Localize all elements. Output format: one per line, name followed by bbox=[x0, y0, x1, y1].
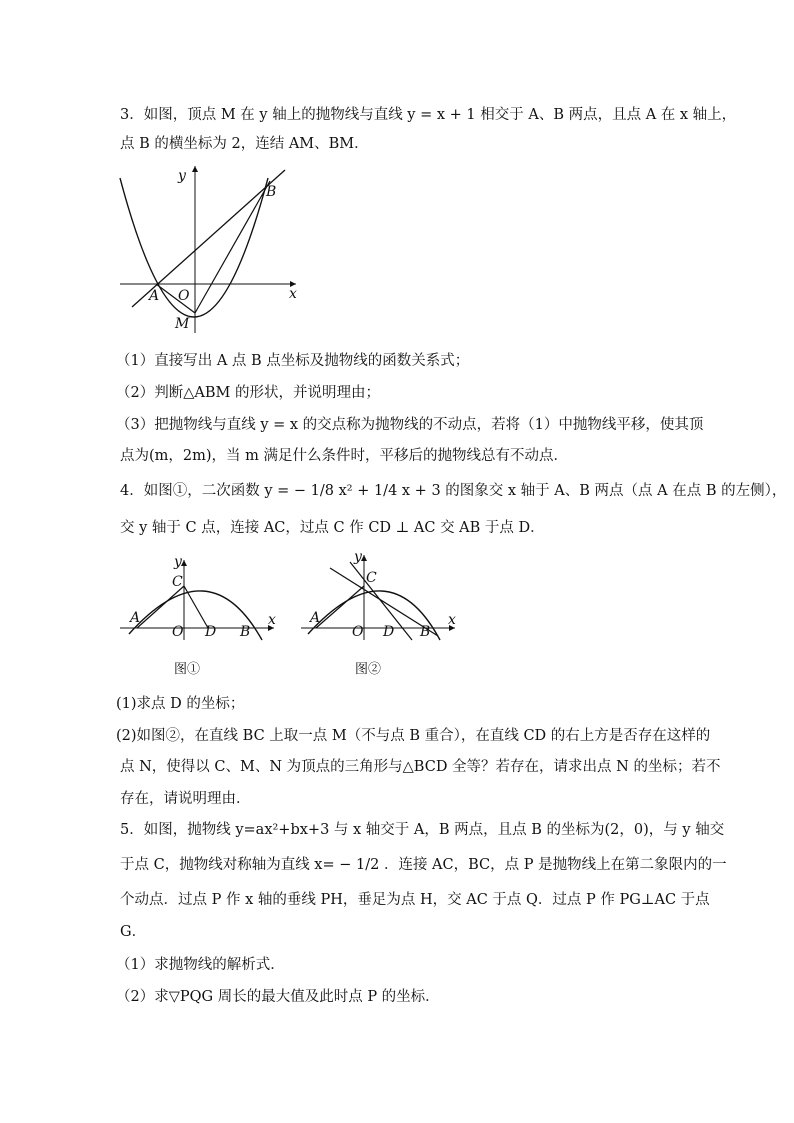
q4f1-label-a: A bbox=[130, 610, 141, 626]
q4f2-label-x: x bbox=[448, 612, 456, 628]
q4f2-label-b: B bbox=[420, 624, 431, 640]
q3-label-b: B bbox=[266, 184, 277, 200]
q4f1-label-x: x bbox=[268, 612, 276, 628]
q4f1-segment-cd bbox=[184, 586, 208, 628]
q3-label-o: O bbox=[178, 288, 190, 304]
q5-stem-line1: 5．如图，抛物线 y=ax²+bx+3 与 x 轴交于 A，B 两点，且点 B 的坐标为(2，0)，与 y 轴交 bbox=[120, 822, 725, 838]
q3-label-x: x bbox=[289, 286, 297, 302]
q4-part2-line2: 点 N，使得以 C、M、N 为顶点的三角形与△BCD 全等？若存在，请求出点 N 的坐标；若不 bbox=[120, 759, 721, 775]
q4-figure-2 bbox=[301, 549, 456, 677]
q4f1-label-d: D bbox=[205, 624, 217, 640]
q4f1-label-c: C bbox=[172, 574, 183, 590]
q3-stem-line2: 点 B 的横坐标为 2，连结 AM、BM． bbox=[120, 136, 369, 152]
q4f2-label-o: O bbox=[352, 624, 364, 640]
q4f1-label-b: B bbox=[240, 624, 251, 640]
q5-stem-line2: 于点 C，抛物线对称轴为直线 x= − 1/2 ．连接 AC，BC，点 P 是抛物线上在第二象限内的一 bbox=[120, 857, 727, 873]
q3-line bbox=[132, 170, 285, 307]
q4-stem-line1: 4．如图①，二次函数 y = − 1/8 x² + 1/4 x + 3 的图象交 x 轴于 A、B 两点（点 A 在点 B 的左侧）， bbox=[120, 483, 787, 499]
q4-stem-line2: 交 y 轴于 C 点，连接 AC，过点 C 作 CD ⊥ AC 交 AB 于点 D． bbox=[120, 520, 545, 536]
q5-stem-line4: G． bbox=[120, 924, 147, 940]
q4-part1: (1)求点 D 的坐标； bbox=[116, 696, 245, 712]
q3-part3-line1: （3）把抛物线与直线 y = x 的交点称为抛物线的不动点，若将（1）中抛物线平移，使其顶 bbox=[116, 417, 704, 433]
q3-label-a: A bbox=[149, 288, 160, 304]
q5-part1: （1）求抛物线的解析式． bbox=[116, 957, 285, 973]
q4-figure-1 bbox=[120, 554, 276, 677]
q4-part2-line1: (2)如图②，在直线 BC 上取一点 M（不与点 B 重合），在直线 CD 的右上方是否存在这样的 bbox=[116, 728, 711, 744]
q3-part1: （1）直接写出 A 点 B 点坐标及抛物线的函数关系式； bbox=[116, 353, 470, 369]
q4f2-label-y: y bbox=[354, 549, 362, 565]
q4f1-caption: 图① bbox=[174, 662, 201, 677]
q4f2-caption: 图② bbox=[355, 662, 382, 677]
q4f1-segment-ac bbox=[137, 586, 184, 628]
q3-segment-bm bbox=[195, 181, 270, 313]
q5-stem-line3: 个动点．过点 P 作 x 轴的垂线 PH，垂足为点 H，交 AC 于点 Q．过点 P 作 PG⊥AC 于点 bbox=[120, 892, 710, 908]
q3-part3-line2: 点为(m，2m)，当 m 满足什么条件时，平移后的抛物线总有不动点． bbox=[120, 448, 569, 464]
q4f1-label-y: y bbox=[174, 554, 182, 570]
q5-part2: （2）求▽PQG 周长的最大值及此时点 P 的坐标． bbox=[116, 989, 440, 1005]
q3-part2: （2）判断△ABM 的形状，并说明理由； bbox=[116, 385, 380, 401]
q3-y-arrow bbox=[192, 166, 198, 172]
q3-stem-line1: 3．如图，顶点 M 在 y 轴上的抛物线与直线 y = x + 1 相交于 A、B 两点，且点 A 在 x 轴上， bbox=[120, 107, 737, 123]
q4f2-label-d: D bbox=[383, 624, 395, 640]
q4f2-segment-ac bbox=[316, 586, 364, 628]
q4f1-label-o: O bbox=[172, 624, 184, 640]
q4-part2-line3: 存在，请说明理由． bbox=[120, 791, 251, 807]
q3-label-m: M bbox=[175, 316, 190, 332]
q3-label-y: y bbox=[178, 168, 186, 184]
q4f2-label-a: A bbox=[310, 610, 321, 626]
q3-parabola bbox=[120, 178, 268, 317]
q4f2-label-c: C bbox=[366, 570, 377, 586]
